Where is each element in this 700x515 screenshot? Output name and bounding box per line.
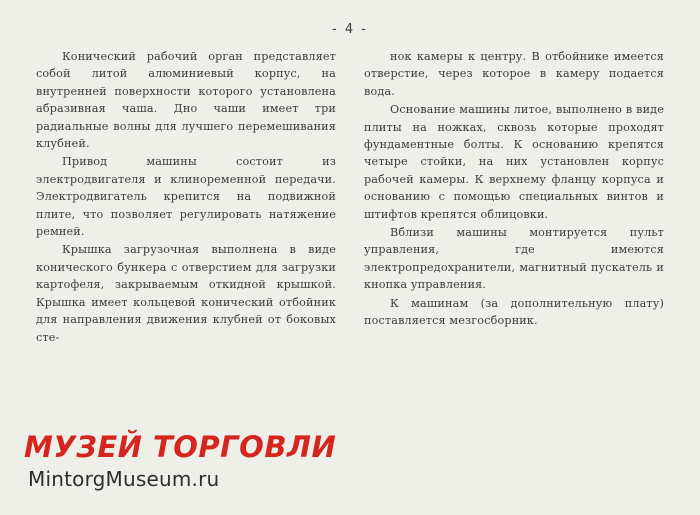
watermark-title: МУЗЕЙ ТОРГОВЛИ bbox=[24, 430, 337, 464]
column-left bbox=[36, 48, 336, 347]
page-number: - 4 - bbox=[332, 22, 368, 37]
paragraph: К машинам (за дополнительную плату) поставляется мезгосборник. bbox=[364, 296, 664, 328]
paragraph: нок камеры к центру. В отбойнике имеется отверстие, через которое в камеру подается вода. bbox=[364, 50, 664, 98]
column-right bbox=[364, 48, 664, 347]
paragraph: Конический рабочий орган представляет собой литой алюминиевый корпус, на внутренней поверхности которого установлена абразивная чаша. Дно чаши имеет три радиальные волны для лучшего перемешивания клубней. bbox=[36, 50, 336, 151]
watermark bbox=[24, 431, 444, 491]
text-columns bbox=[36, 48, 664, 347]
paragraph: Привод машины состоит из электродвигателя и клиноременной передачи. Электродвигатель крепится на подвижной плите, что позволяет регулировать натяжение ремней. bbox=[36, 155, 336, 239]
paragraph: Вблизи машины монтируется пульт управления, где имеются электропредохранители, магнитный пускатель и кнопка управления. bbox=[364, 226, 664, 292]
paragraph: Основание машины литое, выполнено в виде плиты на ножках, сквозь которые проходят фундаментные болты. К основанию крепятся четыре стойки, на них установлен корпус рабочей камеры. К верхнему фланцу корпуса и основанию с помощью специальных винтов и штифтов крепятся облицовки. bbox=[364, 103, 664, 221]
paragraph: Крышка загрузочная выполнена в виде конического бункера с отверстием для загрузки картофеля, закрываемым откидной крышкой. Крышка имеет кольцевой конический отбойник для направления движения клубней от боковых сте- bbox=[36, 243, 336, 344]
watermark-subtitle: MintorgMuseum.ru bbox=[28, 467, 220, 491]
